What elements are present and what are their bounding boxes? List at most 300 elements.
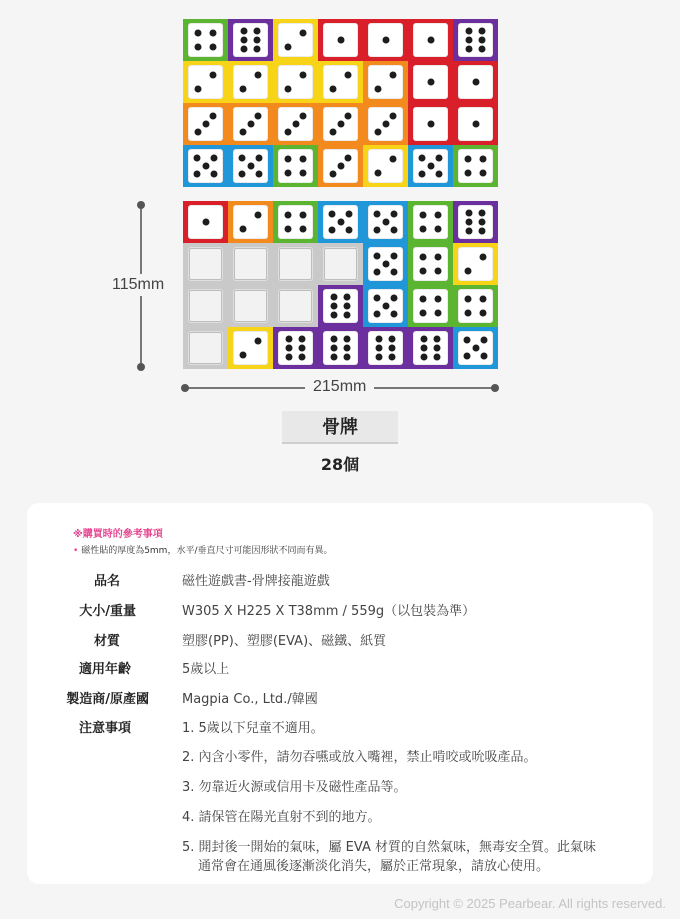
tile-face <box>368 331 403 365</box>
pip-dot <box>434 295 441 302</box>
pip-dot <box>330 171 337 178</box>
pip-dot <box>337 163 344 170</box>
domino-tile-5 <box>318 201 363 243</box>
pip-dot <box>330 336 337 343</box>
domino-tile-3 <box>183 103 228 145</box>
pip-dot <box>344 303 351 310</box>
caution-item-5a: 5. 開封後一開始的氣味，屬 EVA 材質的自然氣味，無毒安全質。此氣味 <box>182 840 596 855</box>
empty-slot <box>273 285 318 327</box>
pip-dot <box>239 155 246 162</box>
pip-dot <box>330 345 337 352</box>
pip-dot <box>344 336 351 343</box>
caution-item-2: 2. 內含小零件，請勿吞嚥或放入嘴裡，禁止啃咬或吮吸產品。 <box>182 750 537 765</box>
domino-grid-bottom <box>183 201 498 369</box>
tile-face <box>233 107 268 141</box>
pip-dot <box>285 129 292 136</box>
domino-tile-1 <box>453 103 498 145</box>
domino-tile-6 <box>273 327 318 369</box>
domino-tile-2 <box>273 61 318 103</box>
pip-dot <box>285 336 292 343</box>
pip-dot <box>382 261 389 268</box>
empty-slot <box>273 243 318 285</box>
tile-face <box>278 23 313 57</box>
pip-dot <box>382 121 389 128</box>
tile-face <box>458 23 493 57</box>
pip-dot <box>299 226 306 233</box>
pip-dot <box>465 295 472 302</box>
pip-dot <box>382 219 389 226</box>
pip-dot <box>209 71 216 78</box>
pip-dot <box>374 211 381 218</box>
pip-dot <box>465 310 472 317</box>
domino-tile-4 <box>408 243 453 285</box>
pip-dot <box>285 211 292 218</box>
tile-face <box>368 23 403 57</box>
pip-dot <box>239 171 246 178</box>
empty-slot <box>228 285 273 327</box>
pip-dot <box>420 253 427 260</box>
pip-dot <box>434 336 441 343</box>
domino-tile-6 <box>318 285 363 327</box>
domino-tile-6 <box>318 327 363 369</box>
pip-dot <box>299 211 306 218</box>
pip-dot <box>292 121 299 128</box>
pip-dot <box>255 171 262 178</box>
pip-dot <box>299 113 306 120</box>
empty-slot <box>318 243 363 285</box>
pip-dot <box>254 337 261 344</box>
domino-tile-5 <box>453 327 498 369</box>
pip-dot <box>390 227 397 234</box>
pip-dot <box>240 129 247 136</box>
pip-dot <box>427 121 434 128</box>
domino-tile-6 <box>453 201 498 243</box>
domino-tile-4 <box>273 201 318 243</box>
pip-dot <box>479 219 486 226</box>
pip-dot <box>420 345 427 352</box>
tile-face <box>188 289 223 323</box>
tile-face <box>278 331 313 365</box>
tile-face <box>323 23 358 57</box>
pip-dot <box>202 219 209 226</box>
domino-tile-3 <box>363 103 408 145</box>
tile-face <box>233 247 268 281</box>
pip-dot <box>375 345 382 352</box>
tile-face <box>413 247 448 281</box>
tile-face <box>233 205 268 239</box>
pip-dot <box>240 86 247 93</box>
pip-dot <box>285 44 292 51</box>
pip-dot <box>390 311 397 318</box>
copyright-footer: Copyright © 2025 Pearbear. All rights reserved. <box>394 896 666 911</box>
domino-tile-6 <box>363 327 408 369</box>
pip-dot <box>434 345 441 352</box>
tile-face <box>233 331 268 365</box>
pip-dot <box>254 28 261 35</box>
spec-value-material: 塑膠(PP)、塑膠(EVA)、磁鐵、紙質 <box>182 634 387 649</box>
caution-item-3: 3. 勿靠近火源或信用卡及磁性產品等。 <box>182 780 407 795</box>
domino-grid-top <box>183 19 498 187</box>
pip-dot <box>479 227 486 234</box>
tile-face <box>458 205 493 239</box>
pip-dot <box>209 29 216 36</box>
pip-dot <box>419 171 426 178</box>
tile-face <box>278 65 313 99</box>
tile-face <box>323 331 358 365</box>
domino-tile-2 <box>363 145 408 187</box>
tile-face <box>458 289 493 323</box>
domino-tile-2 <box>318 61 363 103</box>
pip-dot <box>420 211 427 218</box>
tile-face <box>323 289 358 323</box>
empty-slot <box>228 243 273 285</box>
tile-face <box>368 247 403 281</box>
height-dimension-label: 115mm <box>112 274 164 296</box>
pip-dot <box>240 226 247 233</box>
domino-tile-6 <box>228 19 273 61</box>
pip-dot <box>389 353 396 360</box>
pip-dot <box>337 121 344 128</box>
pip-dot <box>435 171 442 178</box>
tile-face <box>458 107 493 141</box>
pip-dot <box>210 155 217 162</box>
pip-dot <box>344 353 351 360</box>
domino-tile-1 <box>318 19 363 61</box>
pip-dot <box>420 268 427 275</box>
pip-dot <box>344 294 351 301</box>
pip-dot <box>420 226 427 233</box>
pip-dot <box>375 336 382 343</box>
caution-item-4: 4. 請保管在陽光直射不到的地方。 <box>182 810 381 825</box>
pip-dot <box>434 253 441 260</box>
pip-dot <box>464 353 471 360</box>
pip-dot <box>472 79 479 86</box>
domino-tile-1 <box>408 103 453 145</box>
pip-dot <box>240 352 247 359</box>
pip-dot <box>337 37 344 44</box>
tile-face <box>323 205 358 239</box>
tile-face <box>413 107 448 141</box>
pip-dot <box>479 310 486 317</box>
pip-dot <box>375 170 382 177</box>
pip-dot <box>194 171 201 178</box>
pip-dot <box>389 345 396 352</box>
pip-dot <box>255 155 262 162</box>
pip-dot <box>465 268 472 275</box>
tile-face <box>188 107 223 141</box>
domino-tile-1 <box>408 19 453 61</box>
domino-tile-4 <box>453 285 498 327</box>
pip-dot <box>240 28 247 35</box>
pip-dot <box>299 170 306 177</box>
tile-face <box>188 23 223 57</box>
pip-dot <box>345 211 352 218</box>
domino-tile-4 <box>453 145 498 187</box>
pip-dot <box>374 269 381 276</box>
tile-face <box>323 247 358 281</box>
pip-dot <box>209 44 216 51</box>
tile-face <box>233 23 268 57</box>
pip-dot <box>479 295 486 302</box>
domino-tile-4 <box>273 145 318 187</box>
pip-dot <box>389 336 396 343</box>
empty-slot <box>183 285 228 327</box>
tile-face <box>233 65 268 99</box>
pip-dot <box>344 155 351 162</box>
pip-dot <box>345 227 352 234</box>
pip-dot <box>479 37 486 44</box>
purchase-note-title: ※購買時的參考事項 <box>73 529 163 540</box>
spec-value-name: 磁性遊戲書-骨牌接龍遊戲 <box>182 574 330 589</box>
pip-dot <box>285 226 292 233</box>
pip-dot <box>465 37 472 44</box>
spec-label-material: 材質 <box>93 634 120 649</box>
pip-dot <box>344 71 351 78</box>
pip-dot <box>240 37 247 44</box>
pip-dot <box>479 155 486 162</box>
domino-tile-3 <box>228 103 273 145</box>
pip-dot <box>389 155 396 162</box>
tile-face <box>458 247 493 281</box>
pip-dot <box>479 210 486 217</box>
domino-tile-1 <box>363 19 408 61</box>
tile-face <box>413 331 448 365</box>
domino-tile-2 <box>228 201 273 243</box>
pip-dot <box>427 163 434 170</box>
pip-dot <box>465 227 472 234</box>
spec-value-size: W305 X H225 X T38mm / 559g（以包裝為準） <box>182 604 476 619</box>
pip-dot <box>465 210 472 217</box>
pip-dot <box>465 170 472 177</box>
spec-label-caution: 注意事項 <box>78 721 131 736</box>
tile-face <box>413 23 448 57</box>
spec-label-age: 適用年齡 <box>78 662 131 677</box>
domino-tile-5 <box>228 145 273 187</box>
pip-dot <box>479 253 486 260</box>
pip-dot <box>390 211 397 218</box>
domino-tile-1 <box>453 61 498 103</box>
domino-tile-3 <box>273 103 318 145</box>
domino-tile-4 <box>183 19 228 61</box>
domino-tile-6 <box>453 19 498 61</box>
pip-dot <box>285 345 292 352</box>
domino-tile-5 <box>363 285 408 327</box>
pip-dot <box>254 113 261 120</box>
tile-face <box>323 107 358 141</box>
pip-dot <box>330 353 337 360</box>
tile-face <box>278 247 313 281</box>
pip-dot <box>464 337 471 344</box>
pip-dot <box>299 155 306 162</box>
tile-face <box>278 205 313 239</box>
pip-dot <box>389 71 396 78</box>
tile-face <box>323 149 358 183</box>
pip-dot <box>299 71 306 78</box>
pip-dot <box>285 353 292 360</box>
spec-value-age: 5歲以上 <box>182 662 230 677</box>
pip-dot <box>480 353 487 360</box>
domino-tile-4 <box>408 285 453 327</box>
tile-face <box>188 65 223 99</box>
pip-dot <box>344 311 351 318</box>
pip-dot <box>389 113 396 120</box>
pip-dot <box>465 45 472 52</box>
pip-dot <box>419 155 426 162</box>
domino-tile-2 <box>228 327 273 369</box>
pip-dot <box>465 219 472 226</box>
pip-dot <box>195 29 202 36</box>
pip-dot <box>479 170 486 177</box>
pip-dot <box>344 345 351 352</box>
pip-dot <box>420 336 427 343</box>
pip-dot <box>330 129 337 136</box>
tile-face <box>188 247 223 281</box>
pip-dot <box>465 155 472 162</box>
pip-dot <box>209 113 216 120</box>
tile-face <box>368 65 403 99</box>
tile-face <box>368 205 403 239</box>
pip-dot <box>434 353 441 360</box>
pip-dot <box>299 345 306 352</box>
tile-face <box>323 65 358 99</box>
tile-face <box>413 205 448 239</box>
domino-tile-3 <box>318 103 363 145</box>
pip-dot <box>330 294 337 301</box>
pip-dot <box>285 86 292 93</box>
pip-dot <box>434 310 441 317</box>
pip-dot <box>299 29 306 36</box>
pip-dot <box>434 211 441 218</box>
domino-board-top <box>183 19 498 187</box>
pip-dot <box>299 336 306 343</box>
empty-slot <box>183 243 228 285</box>
piece-count: 28個 <box>320 455 360 474</box>
spec-label-name: 品名 <box>93 574 120 589</box>
tile-face <box>368 289 403 323</box>
domino-tile-2 <box>228 61 273 103</box>
pip-dot <box>435 155 442 162</box>
pip-dot <box>254 45 261 52</box>
tile-face <box>188 149 223 183</box>
pip-dot <box>374 227 381 234</box>
pip-dot <box>285 155 292 162</box>
pip-dot <box>480 337 487 344</box>
domino-tile-2 <box>183 61 228 103</box>
pip-dot <box>254 71 261 78</box>
pip-dot <box>420 353 427 360</box>
tile-face <box>368 149 403 183</box>
pip-dot <box>390 295 397 302</box>
domino-board-bottom <box>183 201 498 369</box>
pip-dot <box>374 295 381 302</box>
domino-tile-2 <box>453 243 498 285</box>
pip-dot <box>375 86 382 93</box>
note-bullet: • <box>73 546 79 556</box>
pip-dot <box>375 129 382 136</box>
domino-tile-4 <box>408 201 453 243</box>
pip-dot <box>337 219 344 226</box>
pip-dot <box>247 121 254 128</box>
tile-face <box>413 149 448 183</box>
tile-face <box>188 205 223 239</box>
spec-label-size: 大小/重量 <box>79 604 136 619</box>
tile-face <box>413 289 448 323</box>
pip-dot <box>472 121 479 128</box>
domino-tile-2 <box>363 61 408 103</box>
pip-dot <box>434 268 441 275</box>
tile-face <box>413 65 448 99</box>
pip-dot <box>254 37 261 44</box>
pip-dot <box>427 79 434 86</box>
pip-dot <box>202 163 209 170</box>
pip-dot <box>390 253 397 260</box>
pip-dot <box>472 345 479 352</box>
pip-dot <box>254 211 261 218</box>
pip-dot <box>374 311 381 318</box>
pip-dot <box>382 303 389 310</box>
pip-dot <box>374 253 381 260</box>
caution-item-5b: 通常會在通風後逐漸淡化消失，屬於正常現象，請放心使用。 <box>198 859 550 874</box>
pip-dot <box>382 37 389 44</box>
note-text: 磁性貼的厚度為5mm，水平/垂直尺寸可能因形狀不同而有異。 <box>81 546 333 556</box>
caution-item-1: 1. 5歲以下兒童不適用。 <box>182 721 324 736</box>
pip-dot <box>330 303 337 310</box>
tile-face <box>278 289 313 323</box>
pip-dot <box>479 28 486 35</box>
pip-dot <box>329 211 336 218</box>
pip-dot <box>427 37 434 44</box>
pip-dot <box>390 269 397 276</box>
purchase-note-line <box>73 543 332 556</box>
pip-dot <box>195 44 202 51</box>
domino-tile-5 <box>183 145 228 187</box>
domino-tile-6 <box>408 327 453 369</box>
pip-dot <box>194 155 201 162</box>
pip-dot <box>299 353 306 360</box>
tile-face <box>458 331 493 365</box>
tile-face <box>278 107 313 141</box>
pip-dot <box>330 311 337 318</box>
pip-dot <box>434 226 441 233</box>
spec-label-maker: 製造商/原產國 <box>66 692 149 707</box>
spec-value-maker: Magpia Co., Ltd./韓國 <box>182 692 318 707</box>
pip-dot <box>375 353 382 360</box>
tile-face <box>278 149 313 183</box>
tile-face <box>188 331 223 365</box>
pip-dot <box>465 28 472 35</box>
pip-dot <box>210 171 217 178</box>
pip-dot <box>195 86 202 93</box>
pip-dot <box>420 310 427 317</box>
pip-dot <box>344 113 351 120</box>
domino-tile-3 <box>318 145 363 187</box>
domino-tile-5 <box>363 243 408 285</box>
product-name: 骨牌 <box>282 411 398 444</box>
pip-dot <box>195 129 202 136</box>
domino-tile-2 <box>273 19 318 61</box>
tile-face <box>233 149 268 183</box>
pip-dot <box>420 295 427 302</box>
domino-tile-1 <box>408 61 453 103</box>
pip-dot <box>285 170 292 177</box>
pip-dot <box>479 45 486 52</box>
pip-dot <box>240 45 247 52</box>
empty-slot <box>183 327 228 369</box>
domino-tile-1 <box>183 201 228 243</box>
domino-tile-5 <box>363 201 408 243</box>
pip-dot <box>330 86 337 93</box>
pip-dot <box>247 163 254 170</box>
